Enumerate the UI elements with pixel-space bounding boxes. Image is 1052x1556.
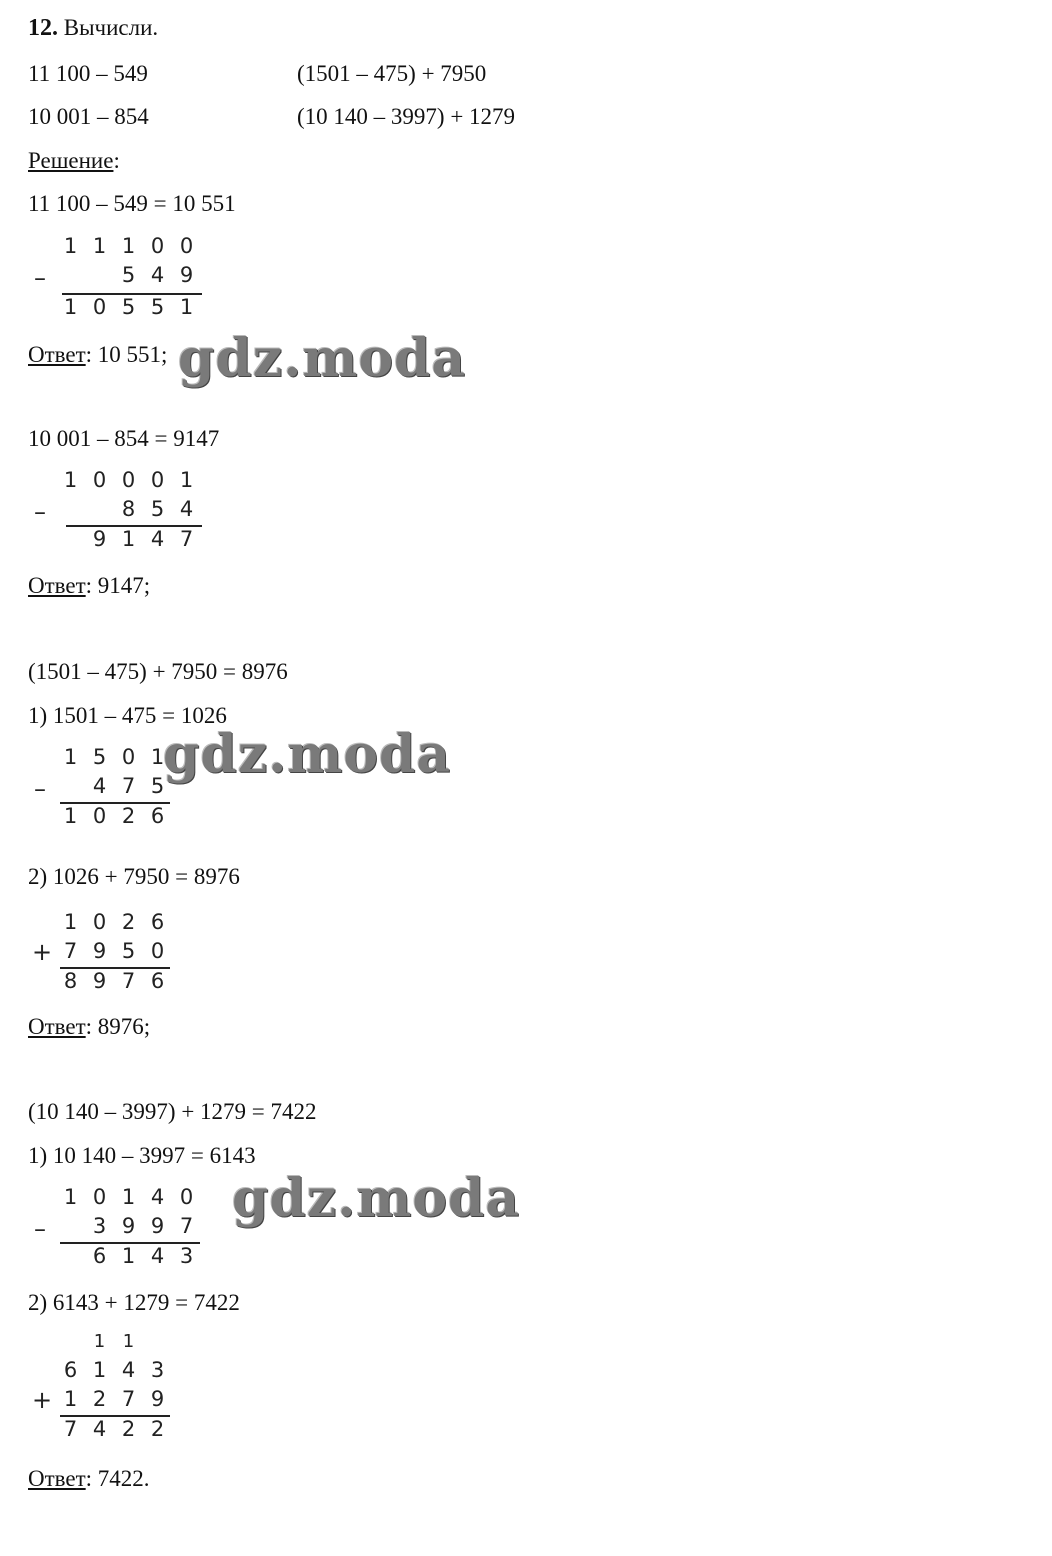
c5-top: 1 0 1 4 0 xyxy=(63,1185,194,1209)
s3-step1: 1) 1501 – 475 = 1026 xyxy=(28,703,227,728)
c5-res: 6 1 4 3 xyxy=(92,1244,194,1268)
s1-answer: Ответ: 10 551; xyxy=(28,342,168,367)
c2-op: – xyxy=(34,498,46,526)
c6-mid: 1 2 7 9 xyxy=(63,1387,165,1411)
c2-top: 1 0 0 0 1 xyxy=(63,468,194,492)
exercise-1: 11 100 – 549 xyxy=(28,61,148,86)
c3-op: – xyxy=(34,775,46,803)
c6-carry: 1 1 xyxy=(93,1331,135,1352)
task-title: Вычисли. xyxy=(63,15,159,40)
c4-mid: 7 9 5 0 xyxy=(63,939,165,963)
c4-op: + xyxy=(32,938,53,966)
exercise-4: (10 140 – 3997) + 1279 xyxy=(297,104,516,129)
c4-top: 1 0 2 6 xyxy=(63,910,165,934)
c1-res: 1 0 5 5 1 xyxy=(63,295,194,319)
s3-equation: (1501 – 475) + 7950 = 8976 xyxy=(28,659,288,684)
c2-res: 9 1 4 7 xyxy=(92,527,194,551)
exercise-2: (1501 – 475) + 7950 xyxy=(297,61,487,86)
c1-op: – xyxy=(34,264,46,292)
watermark-3: gdz.moda xyxy=(232,1168,521,1229)
c3-mid: 4 7 5 xyxy=(92,774,165,798)
watermark-1: gdz.moda xyxy=(178,328,467,389)
exercise-3: 10 001 – 854 xyxy=(28,104,149,129)
solution-heading: Решение: xyxy=(28,148,120,173)
s1-equation: 11 100 – 549 = 10 551 xyxy=(28,191,236,216)
s4-step1: 1) 10 140 – 3997 = 6143 xyxy=(28,1143,256,1168)
c3-top: 1 5 0 1 xyxy=(63,745,165,769)
s3-answer: Ответ: 8976; xyxy=(28,1014,151,1039)
s3-step2: 2) 1026 + 7950 = 8976 xyxy=(28,864,240,889)
s4-answer: Ответ: 7422. xyxy=(28,1466,150,1491)
s4-equation: (10 140 – 3997) + 1279 = 7422 xyxy=(28,1099,317,1124)
c5-mid: 3 9 9 7 xyxy=(92,1214,194,1238)
task-header xyxy=(28,14,158,42)
c6-op: + xyxy=(32,1386,53,1414)
solution-label: Решение xyxy=(28,148,114,173)
watermark-2: gdz.moda xyxy=(163,724,452,785)
c6-res: 7 4 2 2 xyxy=(63,1417,165,1441)
task-number: 12. xyxy=(28,15,58,41)
c1-top: 1 1 1 0 0 xyxy=(63,234,194,258)
c3-res: 1 0 2 6 xyxy=(63,804,165,828)
c4-res: 8 9 7 6 xyxy=(63,969,165,993)
c1-mid: 5 4 9 xyxy=(121,263,194,287)
c5-op: – xyxy=(34,1215,46,1243)
s4-step2: 2) 6143 + 1279 = 7422 xyxy=(28,1290,240,1315)
c6-top: 6 1 4 3 xyxy=(63,1358,165,1382)
c2-mid: 8 5 4 xyxy=(121,497,194,521)
s2-answer: Ответ: 9147; xyxy=(28,573,151,598)
s2-equation: 10 001 – 854 = 9147 xyxy=(28,426,220,451)
